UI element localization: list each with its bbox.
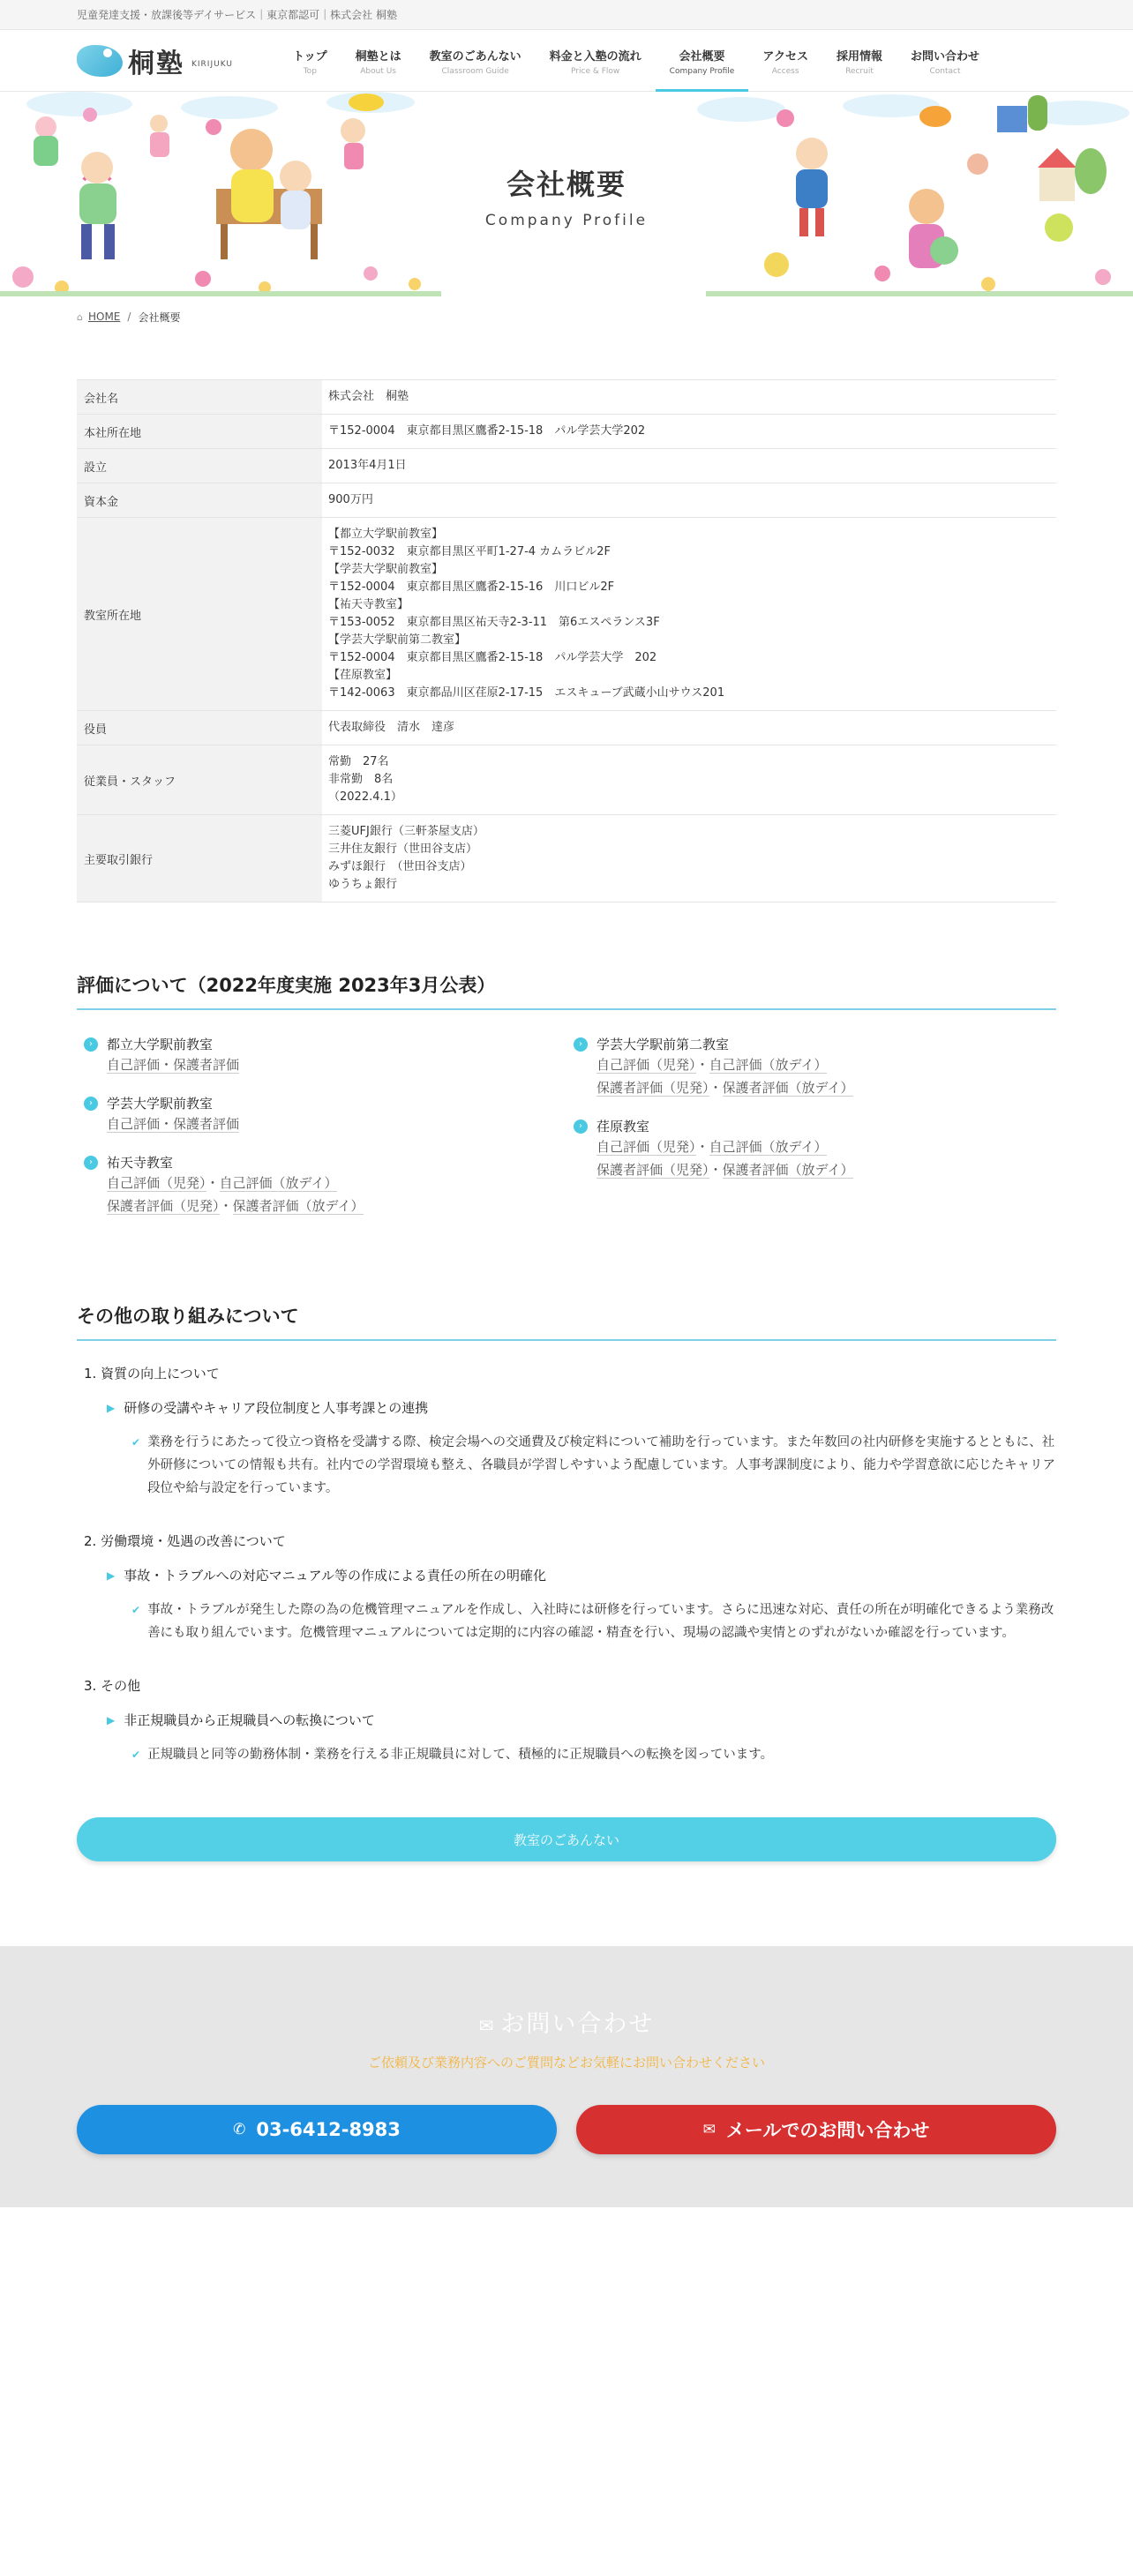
topbar-text: 児童発達支援・放課後等デイサービス｜東京都認可｜株式会社 桐塾 bbox=[77, 9, 397, 21]
value-line: 〒153-0052 東京都目黒区祐天寺2-3-11 第6エスペランス3F bbox=[328, 616, 660, 629]
link-separator: ・ bbox=[709, 1080, 723, 1096]
contact-subtitle: ご依頼及び業務内容へのご質問などお気軽にお問い合わせください bbox=[367, 2055, 765, 2071]
main-content bbox=[0, 379, 1133, 1861]
effort-detail: 正規職員と同等の勤務体制・業務を行える非正規職員に対して、積極的に正規職員への転換を図っています。 bbox=[147, 1748, 774, 1762]
classroom-name: 都立大学駅前教室 bbox=[107, 1037, 214, 1052]
nav-sublabel: Recruit bbox=[845, 66, 874, 76]
value-line: （2022.4.1） bbox=[328, 790, 402, 804]
evaluation-link[interactable]: 自己評価（児発） bbox=[597, 1139, 696, 1155]
logo-whale-icon bbox=[77, 45, 123, 77]
chevron-right-icon: › bbox=[574, 1037, 588, 1052]
table-row bbox=[77, 745, 1056, 815]
effort-sub: 事故・トラブルへの対応マニュアル等の作成による責任の所在の明確化 bbox=[124, 1568, 547, 1584]
logo-name: 桐塾 bbox=[128, 48, 184, 79]
table-row bbox=[77, 415, 1056, 449]
check-icon: ✔ bbox=[131, 1436, 141, 1449]
evaluation-link[interactable]: 保護者評価（児発） bbox=[107, 1198, 220, 1214]
row-value bbox=[322, 380, 1056, 415]
triangle-icon: ▶ bbox=[107, 1569, 116, 1582]
value-line: 常勤 27名 bbox=[328, 755, 389, 768]
link-separator: ・ bbox=[219, 1198, 233, 1214]
nav-sublabel: About Us bbox=[360, 66, 396, 76]
nav-classroom[interactable] bbox=[416, 30, 536, 92]
chevron-right-icon: › bbox=[574, 1120, 588, 1134]
evaluation-column-right bbox=[566, 1035, 1056, 1235]
contact-title-text: お問い合わせ bbox=[500, 2011, 655, 2038]
row-value bbox=[322, 815, 1056, 902]
hero-banner bbox=[0, 92, 1133, 303]
table-row bbox=[77, 711, 1056, 745]
nav-about[interactable] bbox=[341, 30, 416, 92]
chevron-right-icon: › bbox=[84, 1097, 98, 1111]
evaluation-link[interactable]: 保護者評価（放デイ） bbox=[722, 1080, 854, 1096]
guide-button-label: 教室のごあんない bbox=[513, 1831, 619, 1848]
contact-section bbox=[0, 1946, 1133, 2207]
page-title: 会社概要 bbox=[506, 168, 627, 201]
value-line: 〒142-0063 東京都品川区荏原2-17-15 エスキューブ武蔵小山サウス201 bbox=[328, 686, 725, 700]
breadcrumb-separator: / bbox=[127, 311, 131, 323]
envelope-icon: ✉ bbox=[478, 2015, 496, 2036]
topbar bbox=[0, 0, 1133, 30]
check-icon: ✔ bbox=[131, 1604, 141, 1616]
effort-heading: 2. 労働環境・処遇の改善について bbox=[84, 1533, 286, 1549]
evaluation-link[interactable]: 保護者評価（児発） bbox=[597, 1162, 709, 1178]
logo[interactable] bbox=[77, 41, 233, 80]
nav-label: 料金と入塾の流れ bbox=[549, 49, 642, 64]
value-line: 非常勤 8名 bbox=[328, 773, 394, 786]
row-label: 教室所在地 bbox=[77, 518, 322, 711]
nav-label: お問い合わせ bbox=[910, 49, 979, 64]
table-row bbox=[77, 815, 1056, 902]
evaluation-heading: 評価について（2022年度実施 2023年3月公表） bbox=[77, 971, 1056, 1010]
nav-label: 桐塾とは bbox=[355, 49, 401, 64]
value-line: 株式会社 桐塾 bbox=[328, 390, 409, 403]
phone-number: 03-6412-8983 bbox=[256, 2119, 401, 2140]
value-line: 〒152-0004 東京都目黒区鷹番2-15-18 パル学芸大学 202 bbox=[328, 651, 657, 664]
phone-button[interactable] bbox=[77, 2105, 557, 2154]
company-info-table bbox=[77, 379, 1056, 902]
nav-label: 会社概要 bbox=[679, 49, 725, 64]
evaluation-item bbox=[77, 1035, 566, 1076]
chevron-right-icon: › bbox=[84, 1037, 98, 1052]
phone-icon: ✆ bbox=[233, 2121, 246, 2138]
evaluation-item bbox=[77, 1153, 566, 1217]
table-row bbox=[77, 483, 1056, 518]
value-line: ゆうちょ銀行 bbox=[328, 878, 398, 891]
evaluation-link[interactable]: 保護者評価（放デイ） bbox=[232, 1198, 364, 1214]
link-separator: ・ bbox=[695, 1139, 709, 1155]
table-row bbox=[77, 518, 1056, 711]
row-value bbox=[322, 449, 1056, 483]
nav-sublabel: Top bbox=[303, 66, 317, 76]
evaluation-link[interactable]: 保護者評価（児発） bbox=[597, 1080, 709, 1096]
row-label: 会社名 bbox=[77, 380, 322, 415]
value-line: 〒152-0004 東京都目黒区鷹番2-15-16 川口ビル2F bbox=[328, 580, 615, 594]
evaluation-link[interactable]: 自己評価・保護者評価 bbox=[107, 1057, 240, 1073]
row-label: 主要取引銀行 bbox=[77, 815, 322, 902]
breadcrumb bbox=[0, 303, 1133, 330]
evaluation-list bbox=[77, 1035, 1056, 1235]
row-label: 従業員・スタッフ bbox=[77, 745, 322, 815]
evaluation-link[interactable]: 自己評価（放デイ） bbox=[219, 1175, 338, 1191]
row-label: 設立 bbox=[77, 449, 322, 483]
table-row bbox=[77, 449, 1056, 483]
evaluation-link[interactable]: 保護者評価（放デイ） bbox=[722, 1162, 854, 1178]
breadcrumb-current: 会社概要 bbox=[138, 311, 181, 324]
effort-heading: 1. 資質の向上について bbox=[84, 1366, 220, 1382]
evaluation-column-left bbox=[77, 1035, 566, 1235]
nav-sublabel: Access bbox=[771, 66, 799, 76]
contact-buttons bbox=[77, 2105, 1056, 2154]
value-line: 900万円 bbox=[328, 493, 373, 506]
evaluation-link[interactable]: 自己評価（児発） bbox=[107, 1175, 206, 1191]
value-line: 【都立大学駅前教室】 bbox=[328, 528, 444, 541]
table-row bbox=[77, 380, 1056, 415]
classroom-name: 荏原教室 bbox=[597, 1119, 650, 1134]
value-line: 三井住友銀行（世田谷支店） bbox=[328, 842, 478, 856]
row-label: 資本金 bbox=[77, 483, 322, 518]
check-icon: ✔ bbox=[131, 1749, 141, 1761]
value-line: 三菱UFJ銀行（三軒茶屋支店） bbox=[328, 825, 484, 838]
effort-heading: 3. その他 bbox=[84, 1678, 141, 1694]
nav-access[interactable] bbox=[748, 30, 822, 92]
evaluation-item bbox=[77, 1094, 566, 1135]
value-line: 代表取締役 清水 達彦 bbox=[328, 721, 455, 734]
link-separator: ・ bbox=[695, 1057, 709, 1073]
nav-sublabel: Classroom Guide bbox=[441, 66, 509, 76]
value-line: 〒152-0004 東京都目黒区鷹番2-15-18 パル学芸大学202 bbox=[328, 424, 646, 438]
value-line: 【学芸大学駅前第二教室】 bbox=[328, 633, 467, 647]
value-line: 2013年4月1日 bbox=[328, 459, 407, 472]
triangle-icon: ▶ bbox=[107, 1713, 116, 1726]
value-line: みずほ銀行 （世田谷支店） bbox=[328, 860, 472, 873]
row-value bbox=[322, 415, 1056, 449]
logo-sub: KIRIJUKU bbox=[191, 59, 233, 69]
nav-top[interactable] bbox=[279, 30, 341, 92]
mail-label: メールでのお問い合わせ bbox=[725, 2120, 930, 2141]
effort-sub: 研修の受講やキャリア段位制度と人事考課との連携 bbox=[124, 1400, 429, 1416]
evaluation-link[interactable]: 自己評価（児発） bbox=[597, 1057, 696, 1073]
effort-sub: 非正規職員から正規職員への転換について bbox=[124, 1712, 375, 1728]
row-value bbox=[322, 711, 1056, 745]
value-line: 【学芸大学駅前教室】 bbox=[328, 563, 444, 576]
nav-label: トップ bbox=[293, 49, 327, 64]
value-line: 【荏原教室】 bbox=[328, 669, 398, 682]
breadcrumb-home-link[interactable]: HOME bbox=[87, 311, 121, 323]
nav-sublabel: Price & Flow bbox=[571, 66, 620, 76]
mail-icon: ✉ bbox=[702, 2121, 716, 2138]
nav-company[interactable] bbox=[656, 30, 749, 92]
effort-group bbox=[77, 1531, 1056, 1644]
classroom-name: 学芸大学駅前教室 bbox=[107, 1096, 214, 1112]
effort-detail: 事故・トラブルが発生した際の為の危機管理マニュアルを作成し、入社時には研修を行っています。さらに迅速な対応、責任の所在が明確化できるよう業務改善にも取り組んでいます。危機管理マニュアルについては定期的に内容の確認・精査を行い、現場の認識や実情とのずれがないか確認を行っています。 bbox=[147, 1603, 1054, 1640]
effort-group bbox=[77, 1364, 1056, 1500]
row-label: 本社所在地 bbox=[77, 415, 322, 449]
nav-price[interactable] bbox=[536, 30, 656, 92]
effort-detail: 業務を行うにあたって役立つ資格を受講する際、検定会場への交通費及び検定料について補助を行っています。また年数回の社内研修を実施するとともに、社外研修についての情報も共有。社内での学習環境も整え、各職員が学習しやすいよう配慮しています。人事考課制度により、能力や学習意欲に応じたキャリア段位や給与設定を行っています。 bbox=[147, 1435, 1055, 1495]
contact-heading bbox=[77, 2004, 1056, 2039]
efforts-heading: その他の取り組みについて bbox=[77, 1302, 1056, 1341]
link-separator: ・ bbox=[206, 1175, 220, 1191]
home-icon: ⌂ bbox=[77, 311, 83, 323]
effort-group bbox=[77, 1676, 1056, 1766]
header bbox=[0, 30, 1133, 92]
classroom-name: 祐天寺教室 bbox=[107, 1155, 174, 1171]
nav-label: アクセス bbox=[762, 49, 808, 64]
nav-sublabel: Contact bbox=[929, 66, 961, 76]
row-value bbox=[322, 745, 1056, 815]
nav-contact[interactable] bbox=[897, 30, 994, 92]
classroom-name: 学芸大学駅前第二教室 bbox=[597, 1037, 730, 1052]
value-line: 【祐天寺教室】 bbox=[328, 598, 409, 611]
mail-button[interactable] bbox=[576, 2105, 1056, 2154]
row-label: 役員 bbox=[77, 711, 322, 745]
evaluation-link[interactable]: 自己評価（放デイ） bbox=[709, 1139, 828, 1155]
nav-sublabel: Company Profile bbox=[669, 66, 735, 76]
evaluation-item bbox=[566, 1117, 1056, 1181]
link-separator: ・ bbox=[709, 1162, 723, 1178]
evaluation-link[interactable]: 自己評価・保護者評価 bbox=[107, 1116, 240, 1132]
evaluation-item bbox=[566, 1035, 1056, 1099]
efforts-list bbox=[77, 1364, 1056, 1766]
row-value bbox=[322, 518, 1056, 711]
row-value bbox=[322, 483, 1056, 518]
nav-recruit[interactable] bbox=[822, 30, 897, 92]
value-line: 〒152-0032 東京都目黒区平町1-27-4 カムラビル2F bbox=[328, 545, 611, 558]
classroom-guide-button[interactable] bbox=[77, 1817, 1056, 1861]
triangle-icon: ▶ bbox=[107, 1401, 116, 1414]
nav-label: 教室のごあんない bbox=[429, 49, 521, 64]
chevron-right-icon: › bbox=[84, 1156, 98, 1170]
page-subtitle: Company Profile bbox=[484, 212, 649, 229]
evaluation-link[interactable]: 自己評価（放デイ） bbox=[709, 1057, 828, 1073]
main-nav bbox=[279, 30, 994, 92]
nav-label: 採用情報 bbox=[836, 49, 882, 64]
